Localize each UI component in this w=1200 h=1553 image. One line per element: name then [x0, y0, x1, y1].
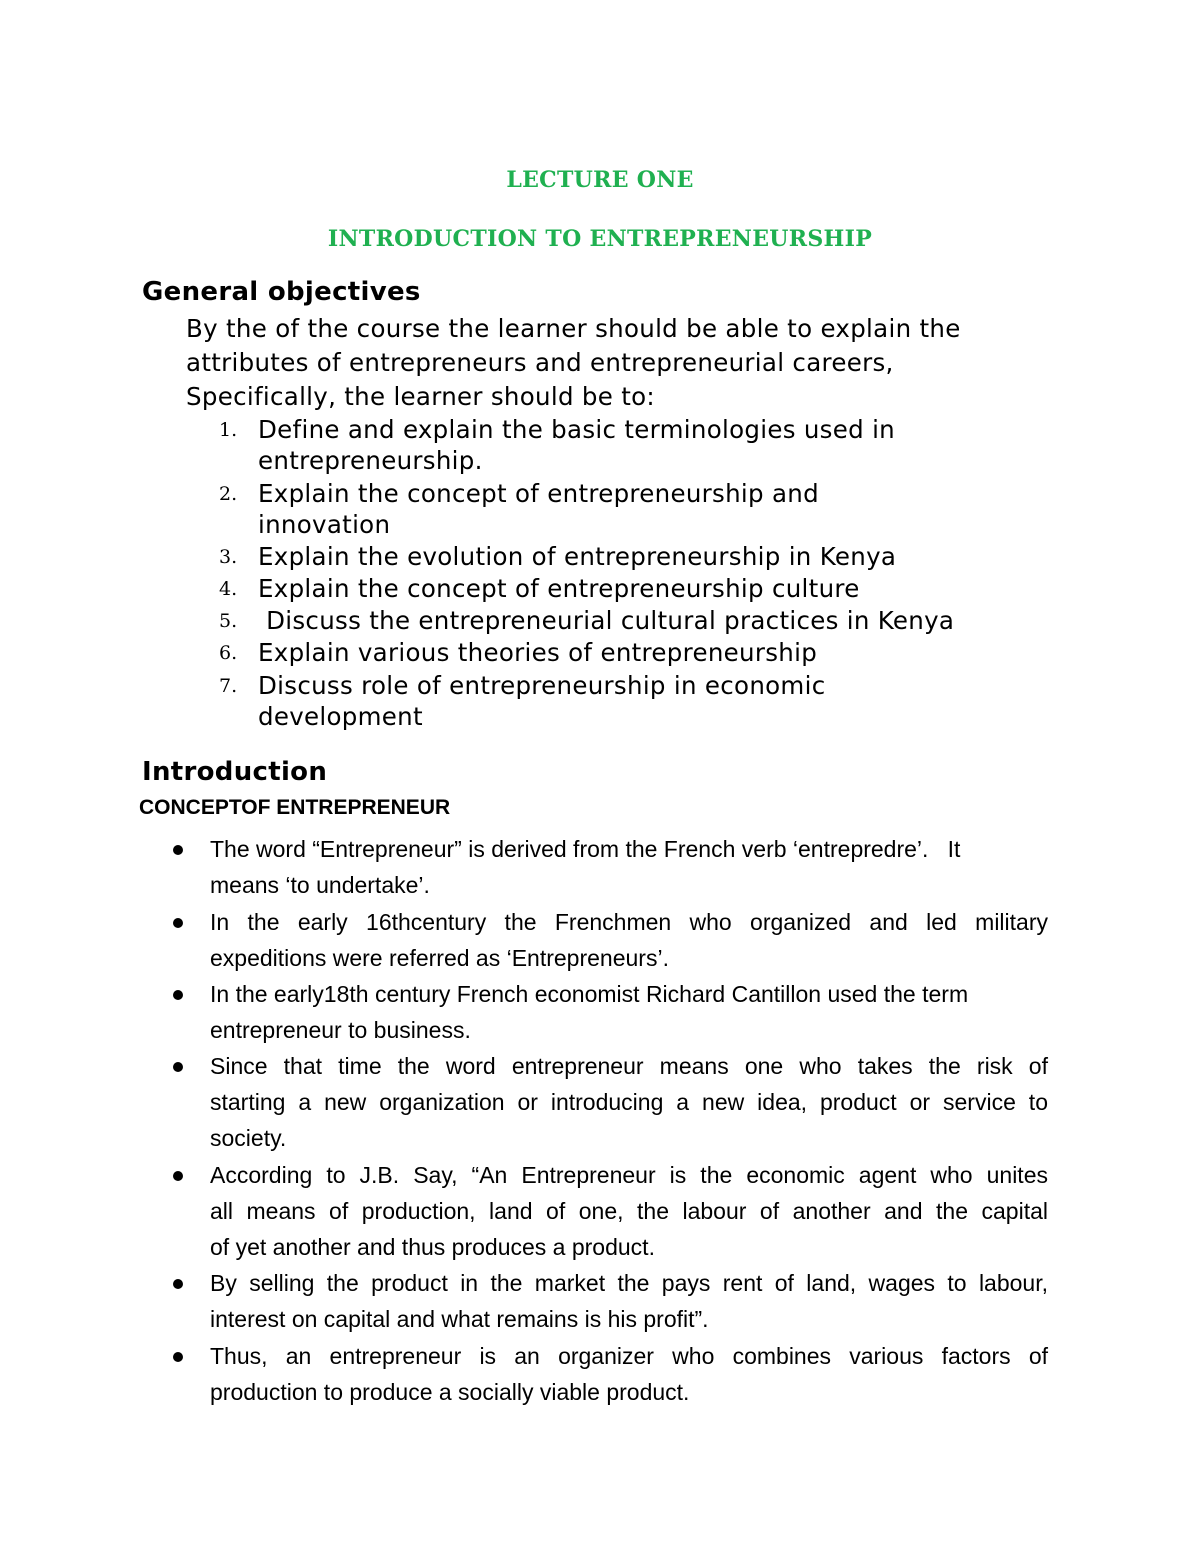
objective-text [258, 573, 1078, 604]
objective-line: Explain the concept of entrepreneurship culture [258, 574, 860, 603]
objectives-intro-line: Specifically, the learner should be to: [186, 382, 655, 411]
objective-line: entrepreneurship. [258, 446, 483, 475]
bullet-text [210, 831, 1048, 903]
bullet-line: In the early 16thcentury the Frenchmen who organized and led military [210, 909, 1048, 935]
bullet-dot-icon [173, 1171, 183, 1181]
objective-number: 3. [219, 546, 238, 568]
bullet-line: Thus, an entrepreneur is an organizer who combines various factors of [210, 1343, 1048, 1369]
objective-number: 5. [219, 610, 238, 632]
objective-line: Discuss role of entrepreneurship in economic [258, 671, 826, 700]
objective-text [258, 605, 1078, 636]
objective-line: development [258, 702, 423, 731]
objective-text [258, 637, 1078, 668]
objective-number: 1. [219, 419, 238, 441]
objectives-heading: General objectives [142, 277, 421, 307]
bullet-text [210, 1338, 1048, 1410]
bullet-line: In the early18th century French economist Richard Cantillon used the term [210, 981, 969, 1007]
objective-text [258, 541, 1078, 572]
bullet-text [210, 976, 1048, 1048]
bullet-line: By selling the product in the market the pays rent of land, wages to labour, [210, 1270, 1048, 1296]
concept-heading: CONCEPTOF ENTREPRENEUR [139, 796, 451, 819]
objectives-intro-line: attributes of entrepreneurs and entrepreneurial careers, [186, 348, 894, 377]
bullet-line: starting a new organization or introducing a new idea, product or service to [210, 1089, 1048, 1115]
objective-number: 6. [219, 642, 238, 664]
bullet-text [210, 1157, 1048, 1265]
bullet-dot-icon [173, 1352, 183, 1362]
objective-text [258, 414, 1078, 476]
bullet-text [210, 1265, 1048, 1337]
bullet-line: Since that time the word entrepreneur means one who takes the risk of [210, 1053, 1048, 1079]
objectives-intro [186, 312, 1066, 414]
bullet-line: of yet another and thus produces a product. [210, 1234, 655, 1260]
objective-number: 7. [219, 675, 238, 697]
bullet-line: expeditions were referred as ‘Entrepreneurs’. [210, 945, 669, 971]
introduction-heading: Introduction [142, 757, 328, 787]
bullet-line: means ‘to undertake’. [210, 872, 430, 898]
bullet-dot-icon [173, 1062, 183, 1072]
objective-number: 4. [219, 578, 238, 600]
bullet-line: entrepreneur to business. [210, 1017, 471, 1043]
bullet-dot-icon [173, 1279, 183, 1289]
bullet-text [210, 1048, 1048, 1156]
bullet-dot-icon [173, 918, 183, 928]
objective-text [258, 478, 1078, 540]
lecture-title: LECTURE ONE [506, 167, 694, 193]
objective-line: Define and explain the basic terminologies used in [258, 415, 895, 444]
objectives-intro-line: By the of the course the learner should be able to explain the [186, 314, 961, 343]
bullet-text [210, 904, 1048, 976]
objective-line: Explain various theories of entrepreneurship [258, 638, 818, 667]
bullet-dot-icon [173, 845, 183, 855]
bullet-line: society. [210, 1125, 287, 1151]
bullet-line: interest on capital and what remains is his profit”. [210, 1306, 709, 1332]
objective-line: Explain the concept of entrepreneurship and [258, 479, 819, 508]
objective-line: Discuss the entrepreneurial cultural practices in Kenya [258, 606, 955, 635]
objective-line: Explain the evolution of entrepreneurship in Kenya [258, 542, 897, 571]
objective-line: innovation [258, 510, 391, 539]
objective-text [258, 670, 1078, 732]
objective-number: 2. [219, 483, 238, 505]
bullet-line: The word “Entrepreneur” is derived from the French verb ‘entrepredre’. It [210, 836, 961, 862]
bullet-line: all means of production, land of one, the labour of another and the capital [210, 1198, 1048, 1224]
lecture-subtitle: INTRODUCTION TO ENTREPRENEURSHIP [327, 226, 873, 252]
bullet-dot-icon [173, 990, 183, 1000]
bullet-line: According to J.B. Say, “An Entrepreneur is the economic agent who unites [210, 1162, 1048, 1188]
bullet-line: production to produce a socially viable product. [210, 1379, 690, 1405]
